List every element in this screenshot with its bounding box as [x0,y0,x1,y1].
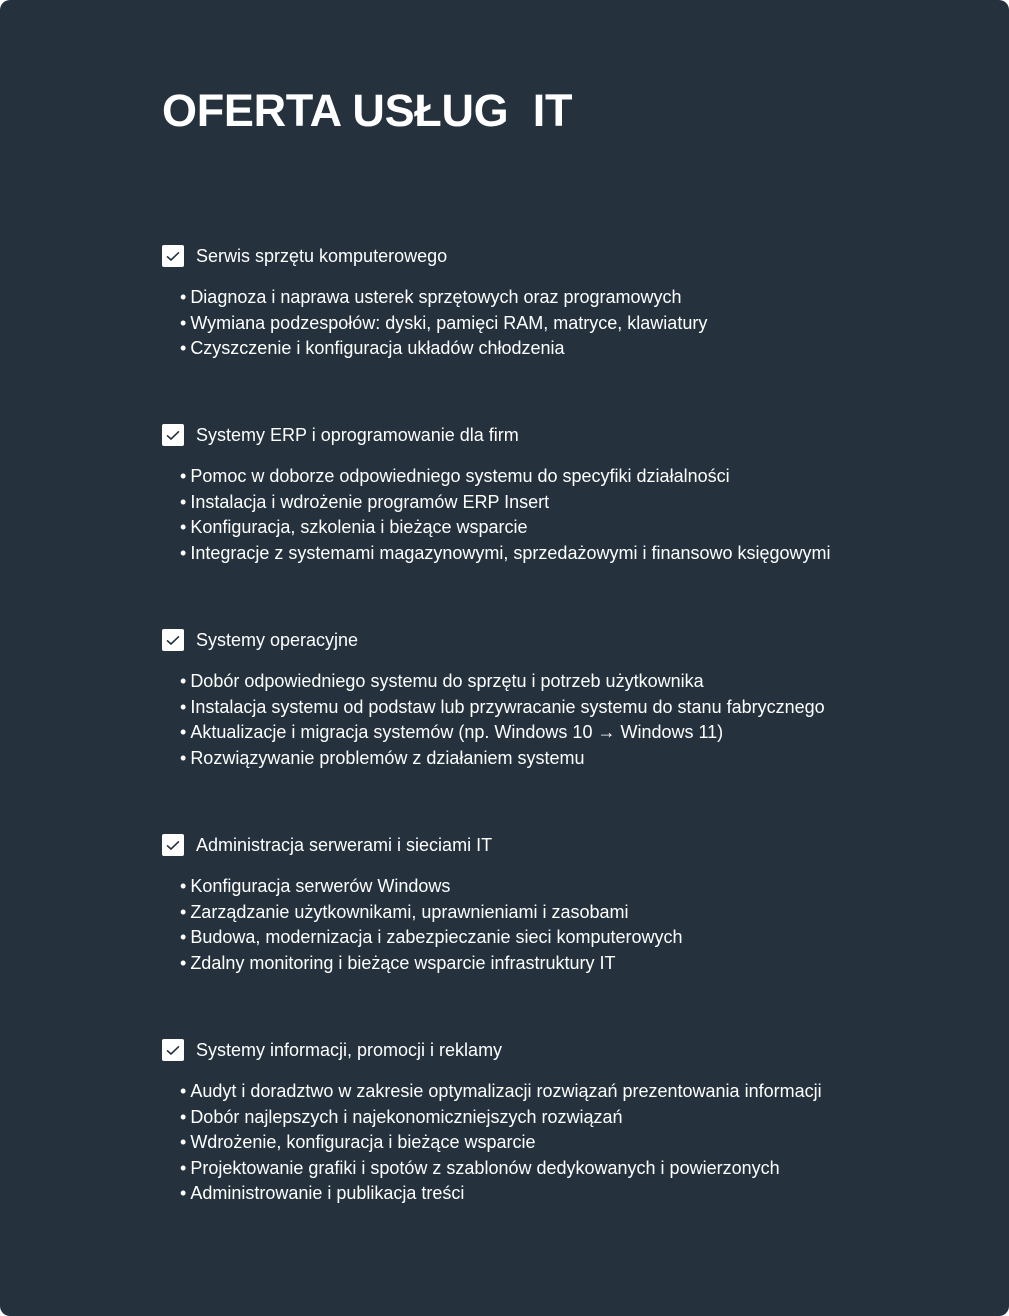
list-item [180,925,683,951]
list-item-text: Dobór odpowiedniego systemu do sprzętu i potrzeb użytkownika [190,671,704,691]
list-item-text: Instalacja systemu od podstaw lub przywracanie systemu do stanu fabrycznego [190,696,825,717]
list-item-text: Instalacja i wdrożenie programów ERP Insert [190,491,550,512]
section-header [162,245,962,267]
list-item [180,1181,822,1207]
bullet-icon: • [180,1106,187,1127]
list-item [180,669,825,695]
list-item-text: Projektowanie grafiki i spotów z szablonów dedykowanych i powierzonych [190,1157,780,1178]
list-item [180,720,825,746]
list-item [180,900,683,926]
section-header [162,629,962,651]
section-title: Serwis sprzętu komputerowego [196,246,448,266]
item-list [180,669,825,771]
bullet-icon: • [180,466,187,486]
list-item [180,1156,822,1182]
list-item-text: Budowa, modernizacja i zabezpieczanie sieci komputerowych [190,927,683,947]
bullet-icon: • [180,671,187,691]
bullet-icon: • [180,1183,187,1203]
list-item-text: Konfiguracja, szkolenia i bieżące wsparcie [190,517,528,537]
checkbox-checked-icon [162,424,184,446]
list-item [180,951,683,977]
section-header [162,834,962,856]
list-item-text: Wdrożenie, konfiguracja i bieżące wsparcie [190,1132,536,1152]
section-title: Systemy informacji, promocji i reklamy [196,1040,503,1060]
list-item [180,490,831,516]
section-operating-systems [162,629,962,768]
bullet-icon: • [180,338,187,358]
list-item [180,874,683,900]
bullet-icon: • [180,696,187,717]
section-title: Systemy ERP i oprogramowanie dla firm [196,425,519,445]
section-information-promotion [162,1039,962,1203]
bullet-icon: • [180,312,187,333]
list-item [180,336,707,362]
bullet-icon: • [180,876,187,896]
list-item-text: Diagnoza i naprawa usterek sprzętowych oraz programowych [190,287,682,307]
list-item [180,541,831,567]
list-item [180,1079,822,1105]
section-header [162,424,962,446]
section-header [162,1039,962,1061]
list-item [180,1130,822,1156]
list-item-text: Dobór najlepszych i najekonomiczniejszych rozwiązań [190,1106,623,1127]
item-list [180,874,683,976]
list-item-text: Audyt i doradztwo w zakresie optymalizacji rozwiązań prezentowania informacji [190,1081,822,1101]
list-item [180,464,831,490]
bullet-icon: • [180,287,187,307]
section-server-network-admin [162,834,962,973]
list-item-text: Zdalny monitoring i bieżące wsparcie infrastruktury IT [190,952,616,973]
list-item-text: Aktualizacje i migracja systemów (np. Windows 10 → Windows 11) [190,722,724,742]
section-erp-software [162,424,962,563]
page-title: OFERTA USŁUG IT [162,85,573,136]
list-item-text: Zarządzanie użytkownikami, uprawnieniami i zasobami [190,901,629,922]
checkbox-checked-icon [162,834,184,856]
list-item [180,285,707,311]
section-title: Administracja serwerami i sieciami IT [196,835,493,855]
checkbox-checked-icon [162,1039,184,1061]
list-item [180,311,707,337]
section-title: Systemy operacyjne [196,630,359,650]
bullet-icon: • [180,747,187,768]
list-item-text: Pomoc w doborze odpowiedniego systemu do specyfiki działalności [190,466,730,486]
list-item-text: Konfiguracja serwerów Windows [190,876,451,896]
list-item [180,746,825,772]
list-item [180,515,831,541]
list-item-text: Rozwiązywanie problemów z działaniem systemu [190,747,585,768]
list-item-text: Administrowanie i publikacja treści [190,1183,465,1203]
bullet-icon: • [180,517,187,537]
list-item [180,1105,822,1131]
list-item-text: Czyszczenie i konfiguracja układów chłodzenia [190,338,565,358]
bullet-icon: • [180,952,187,973]
bullet-icon: • [180,1132,187,1152]
bullet-icon: • [180,491,187,512]
list-item-text: Integracje z systemami magazynowymi, sprzedażowymi i finansowo księgowymi [190,542,831,563]
bullet-icon: • [180,722,187,742]
checkbox-checked-icon [162,629,184,651]
list-item [180,695,825,721]
bullet-icon: • [180,901,187,922]
item-list [180,1079,822,1207]
list-item-text: Wymiana podzespołów: dyski, pamięci RAM, matryce, klawiatury [190,312,708,333]
bullet-icon: • [180,927,187,947]
bullet-icon: • [180,542,187,563]
item-list [180,285,707,362]
bullet-icon: • [180,1157,187,1178]
item-list [180,464,831,566]
bullet-icon: • [180,1081,187,1101]
checkbox-checked-icon [162,245,184,267]
section-hardware-service [162,245,962,358]
